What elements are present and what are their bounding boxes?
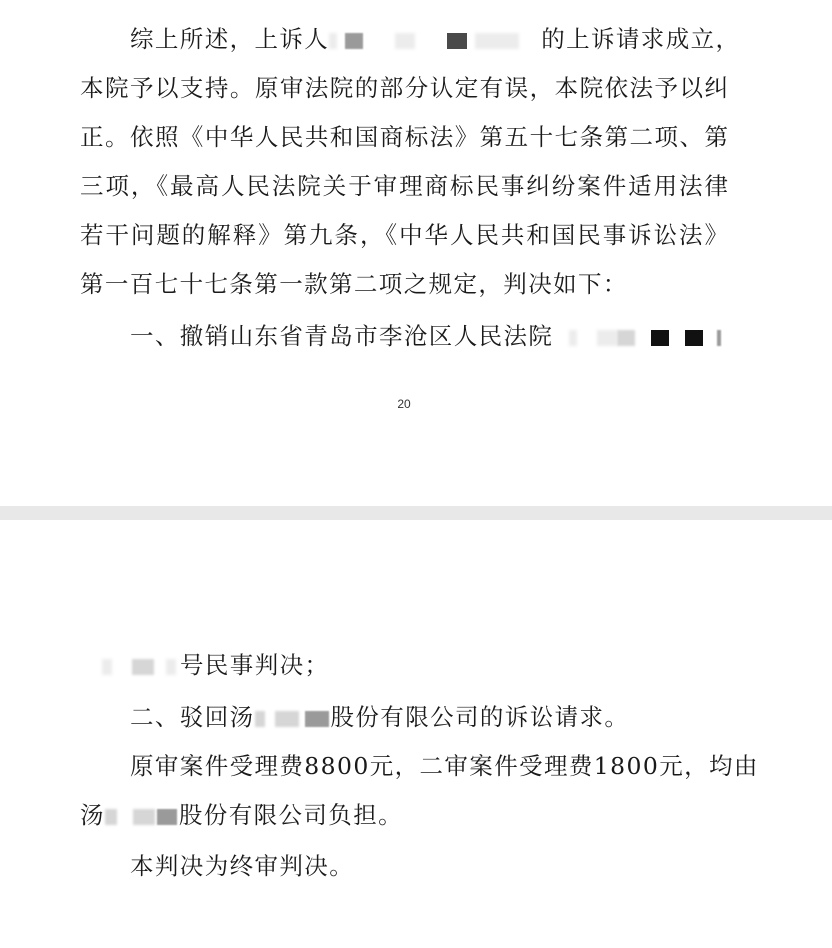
redaction-mask (553, 326, 723, 350)
text-segment: 号民事判决； (180, 651, 330, 679)
paragraph-conclusion-line-4: 三项，《最高人民法院关于审理商标民事纠纷案件适用法律 (80, 172, 728, 200)
text-segment: 汤 (80, 801, 105, 829)
judgment-item-1-continuation (80, 648, 329, 682)
paragraph-conclusion-line-2: 本院予以支持。原审法院的部分认定有误，本院依法予以纠 (80, 74, 728, 102)
redaction-mask (329, 29, 541, 53)
judgment-item-1-line (130, 319, 723, 353)
fee-paragraph-line-1: 原审案件受理费8800元，二审案件受理费1800元，均由 (130, 752, 759, 780)
final-judgment-line: 本判决为终审判决。 (130, 852, 355, 880)
redaction-mask (80, 655, 180, 679)
paragraph-conclusion-line-3: 正。依照《中华人民共和国商标法》第五十七条第二项、第 (80, 123, 728, 151)
redaction-mask (255, 707, 331, 731)
document-page-bottom (0, 520, 832, 948)
paragraph-conclusion-line-6: 第一百七十七条第一款第二项之规定，判决如下： (80, 270, 628, 298)
text-segment: 股份有限公司负担。 (178, 801, 404, 829)
page-separator (0, 506, 832, 520)
redaction-mask (105, 805, 179, 829)
text-segment: 一、撤销山东省青岛市李沧区人民法院 (130, 322, 554, 350)
paragraph-conclusion-line-5: 若干问题的解释》第九条，《中华人民共和国民事诉讼法》 (80, 221, 728, 249)
paragraph-conclusion-line-1 (130, 22, 740, 56)
judgment-item-2-line (130, 700, 629, 734)
text-segment: 二、驳回汤 (130, 703, 255, 731)
text-segment: 股份有限公司的诉讼请求。 (330, 703, 630, 731)
text-segment: 综上所述，上诉人 (130, 25, 330, 53)
fee-paragraph-line-2 (80, 798, 403, 832)
page-number: 20 (397, 397, 411, 411)
text-segment: 的上诉请求成立， (541, 25, 741, 53)
